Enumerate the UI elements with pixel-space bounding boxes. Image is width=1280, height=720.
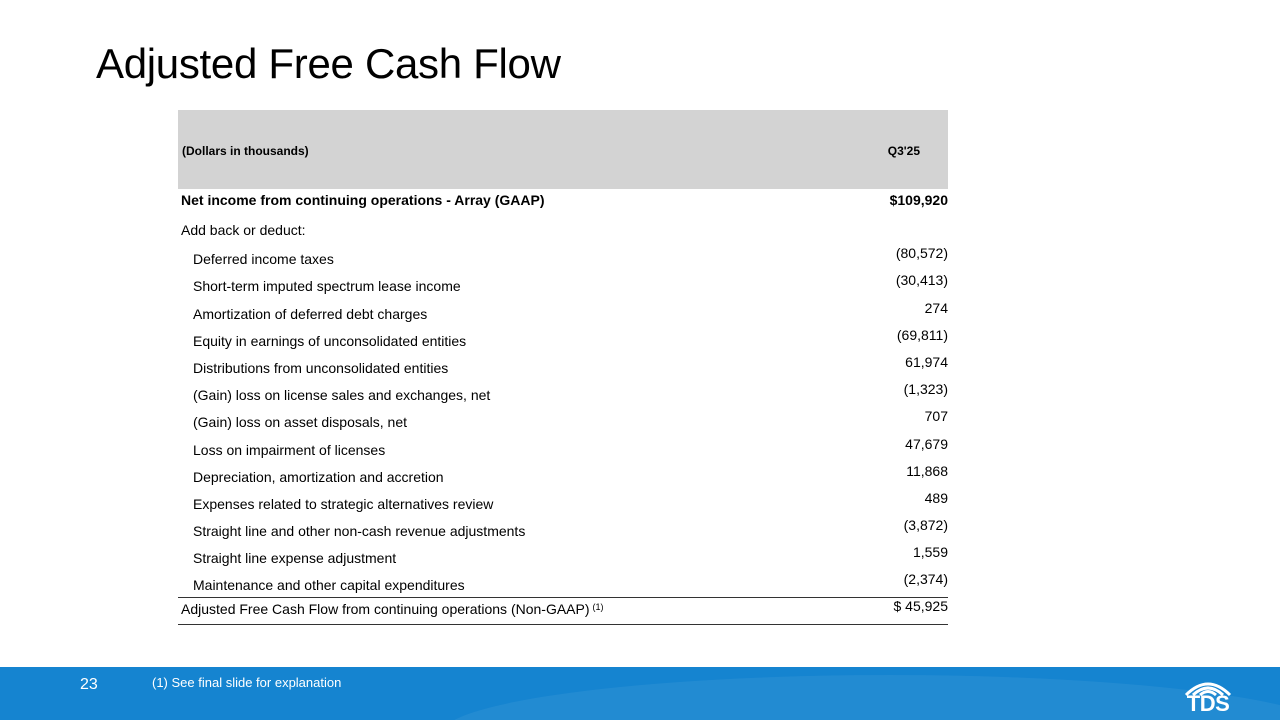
row-value: 707 [924,408,948,425]
row-label: (Gain) loss on asset disposals, net [193,414,407,431]
cash-flow-table [178,110,948,625]
row-label: Straight line expense adjustment [193,550,397,567]
row-value: (69,811) [896,326,948,343]
row-value: 1,559 [912,544,948,561]
net-income-value: $109,920 [889,192,948,208]
row-label: Maintenance and other capital expenditures [193,577,465,594]
footer-decoration [440,675,1280,720]
page-title: Adjusted Free Cash Flow [96,40,561,87]
table-row [178,379,948,406]
footnote-ref: (1) [592,601,604,612]
tds-logo [1180,677,1236,715]
footer-bar [0,667,1280,720]
table-row [178,270,948,297]
row-value: 61,974 [905,353,948,370]
table-row [178,406,948,433]
row-label: Deferred income taxes [193,251,334,268]
table-row [178,325,948,352]
footnote: (1) See final slide for explanation [152,675,342,690]
row-value: (3,872) [903,517,948,534]
row-label: Short-term imputed spectrum lease income [193,278,461,295]
table-header [178,110,948,189]
net-income-row [178,189,948,216]
row-value: 274 [924,299,948,316]
row-label: Expenses related to strategic alternatives review [193,495,494,512]
row-value: 11,868 [906,462,948,479]
adjustments-heading-row [178,216,948,243]
logo-text: TDS [1186,691,1230,716]
total-row [178,597,948,625]
table-row [178,434,948,461]
total-label: Adjusted Free Cash Flow from continuing operations (Non-GAAP) $^{(1)}$ [181,600,604,617]
table-row [178,488,948,515]
adjustment-items [178,243,948,596]
page-number: 23 [80,676,98,693]
row-value: (30,413) [895,272,948,289]
row-label: Loss on impairment of licenses [193,441,386,458]
row-value: 47,679 [905,435,948,452]
adjustments-heading: Add back or deduct: [181,222,306,238]
table-row [178,461,948,488]
table-row [178,243,948,270]
row-value: (1,323) [903,381,948,398]
row-value: 489 [924,489,948,506]
row-label: Amortization of deferred debt charges [193,305,428,322]
table-row [178,515,948,542]
period-label: Q3'25 [887,144,920,158]
row-label: (Gain) loss on license sales and exchanges, net [193,387,491,404]
row-label: Distributions from unconsolidated entities [193,359,449,376]
unit-label: (Dollars in thousands) [182,144,309,158]
row-label: Straight line and other non-cash revenue adjustments [193,523,526,540]
row-value: (80,572) [895,245,948,262]
row-label: Depreciation, amortization and accretion [193,468,444,485]
table-row [178,569,948,596]
total-value: $ 45,925 [893,597,948,614]
table-row [178,298,948,325]
table-row [178,352,948,379]
row-label: Equity in earnings of unconsolidated entities [193,332,467,349]
row-value: (2,374) [903,571,948,588]
net-income-label: Net income from continuing operations - Array (GAAP) [181,192,545,208]
table-row [178,542,948,569]
